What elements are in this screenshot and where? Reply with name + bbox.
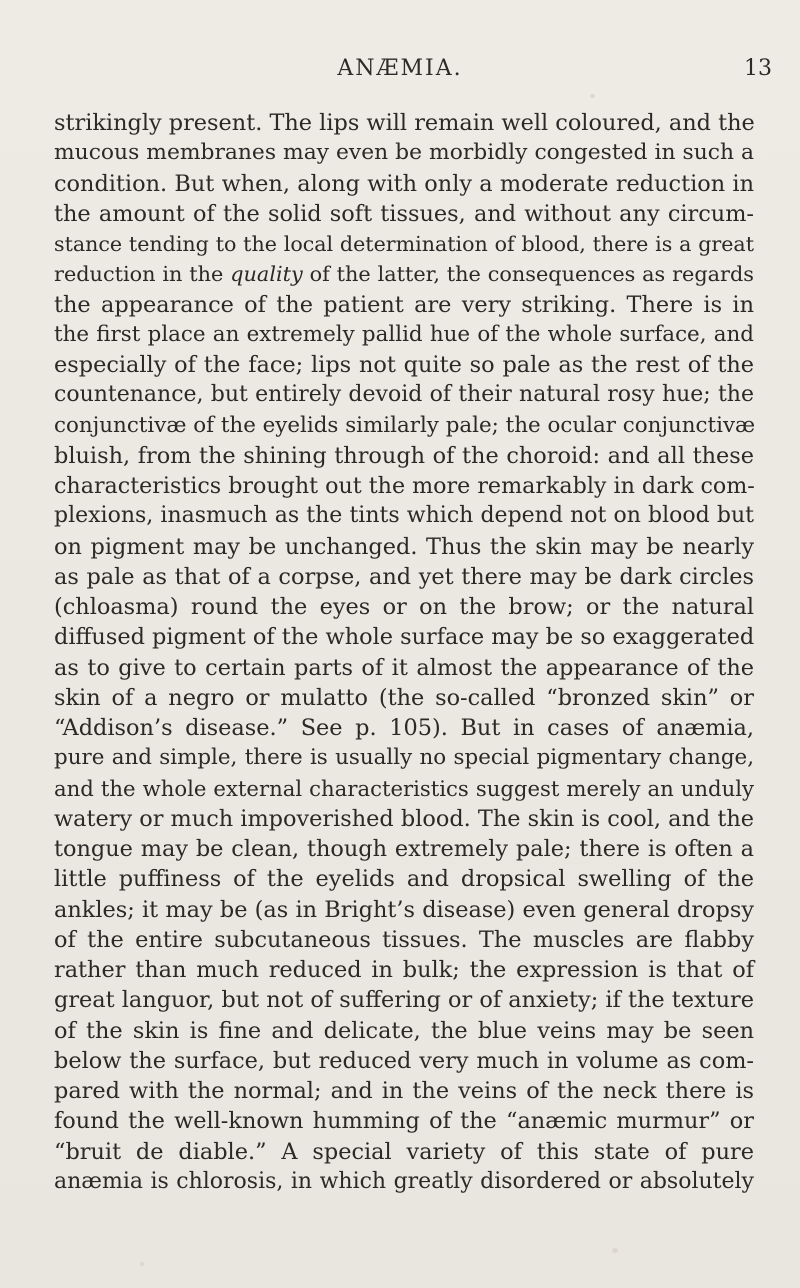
text-line: plexions, inasmuch as the tints which depend not on blood but <box>54 503 754 529</box>
emphasis-quality: quality <box>230 262 303 287</box>
text-line: (chloasma) round the eyes or on the brow; or the natural <box>54 594 754 620</box>
text-line: conjunctivæ of the eyelids similarly pale; the ocular conjunctivæ <box>54 412 756 438</box>
text-line: great languor, but not of suffering or of anxiety; if the texture <box>54 987 754 1014</box>
body-text <box>54 108 754 1197</box>
text-line: condition. But when, along with only a moderate reduction in <box>54 170 754 197</box>
text-line: on pigment may be unchanged. Thus the skin may be nearly <box>54 533 754 560</box>
text-line: found the well-known humming of the “anæmic murmur” or <box>54 1108 754 1135</box>
text-line: stance tending to the local determination of blood, there is a great <box>54 232 754 256</box>
text-line: pure and simple, there is usually no special pigmentary change, <box>54 745 754 771</box>
text-line: strikingly present. The lips will remain well coloured, and the <box>54 110 755 136</box>
text-line: of the entire subcutaneous tissues. The muscles are flabby <box>54 926 754 953</box>
text-line: watery or much impoverished blood. The skin is cool, and the <box>54 805 754 832</box>
line-part: reduction in the <box>54 262 231 287</box>
text-line: especially of the face; lips not quite so pale as the rest of the <box>54 352 754 378</box>
text-line-with-italic <box>54 259 754 289</box>
text-line: as to give to certain parts of it almost the appearance of the <box>54 654 754 681</box>
paper-speck <box>612 1248 618 1253</box>
text-line: the first place an extremely pallid hue of the whole surface, and <box>54 321 754 347</box>
text-line: skin of a negro or mulatto (the so-called “bronzed skin” or <box>54 684 754 711</box>
text-line: the amount of the solid soft tissues, and without any circum- <box>54 200 754 227</box>
text-line: bluish, from the shining through of the choroid: and all these <box>54 442 754 469</box>
text-line: characteristics brought out the more remarkably in dark com- <box>54 473 755 499</box>
text-line: ankles; it may be (as in Bright’s disease) even general dropsy <box>54 896 754 923</box>
text-line: and the whole external characteristics suggest merely an unduly <box>54 775 754 801</box>
text-line: rather than much reduced in bulk; the expression is that of <box>54 957 754 983</box>
text-line: as pale as that of a corpse, and yet there may be dark circles <box>54 563 754 590</box>
running-head <box>0 54 800 84</box>
paper-speck <box>590 94 595 98</box>
running-title: ANÆMIA. <box>337 56 463 81</box>
text-line: the appearance of the patient are very striking. There is in <box>54 291 754 318</box>
text-line: anæmia is chlorosis, in which greatly disordered or absolutely <box>54 1168 754 1194</box>
line-part: of the latter, the consequences as regards <box>302 262 754 287</box>
text-line: pared with the normal; and in the veins of the neck there is <box>54 1078 754 1104</box>
text-line: “Addison’s disease.” See p. 105). But in cases of anæmia, <box>54 715 754 741</box>
text-line: of the skin is fine and delicate, the blue veins may be seen <box>54 1017 754 1044</box>
page-number: 13 <box>744 56 772 81</box>
text-line: below the surface, but reduced very much in volume as com- <box>54 1047 754 1074</box>
text-line: diffused pigment of the whole surface may be so exaggerated <box>54 624 755 651</box>
text-line: little puffiness of the eyelids and dropsical swelling of the <box>54 866 754 893</box>
text-line: “bruit de diable.” A special variety of this state of pure <box>54 1138 754 1165</box>
text-line: countenance, but entirely devoid of their natural rosy hue; the <box>54 382 754 408</box>
text-line: mucous membranes may even be morbidly congested in such a <box>54 140 754 166</box>
paper-speck <box>140 1262 144 1266</box>
text-line: tongue may be clean, though extremely pale; there is often a <box>54 836 754 862</box>
